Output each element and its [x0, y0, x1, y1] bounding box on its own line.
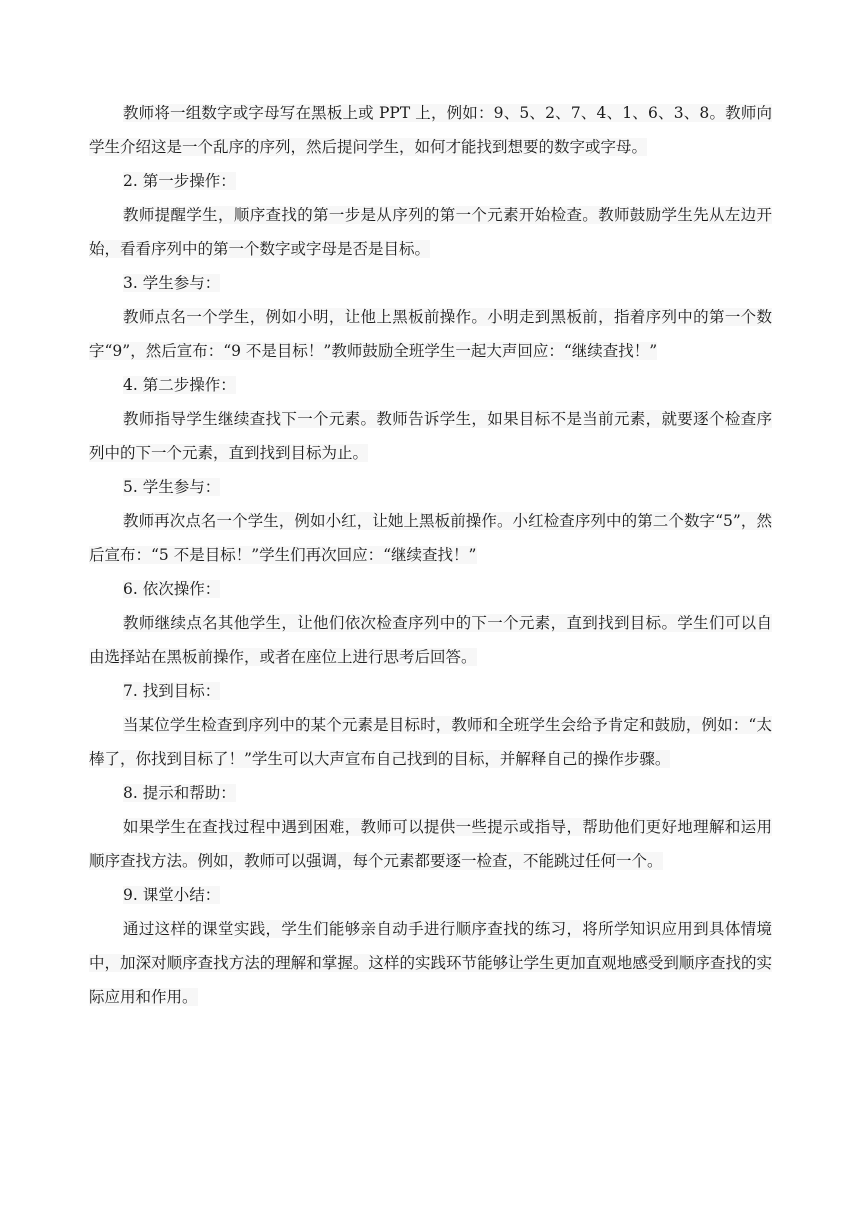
paragraph-text: 当某位学生检查到序列中的某个元素是目标时，教师和全班学生会给予肯定和鼓励，例如：“太棒了，你找到目标了！”学生可以大声宣布自己找到的目标，并解释自己的操作步骤。 [89, 716, 772, 768]
paragraph-step-2 [89, 198, 772, 266]
heading-text: 7. 找到目标： [123, 682, 221, 700]
paragraph-step-8 [89, 810, 772, 878]
heading-text: 9. 课堂小结： [123, 886, 221, 904]
heading-text: 2. 第一步操作： [123, 172, 236, 190]
heading-text: 5. 学生参与： [123, 478, 221, 496]
paragraph-text: 通过这样的课堂实践，学生们能够亲自动手进行顺序查找的练习，将所学知识应用到具体情境中，加深对顺序查找方法的理解和掌握。这样的实践环节能够让学生更加直观地感受到顺序查找的实际应用和作用。 [89, 920, 772, 1006]
paragraph-text: 如果学生在查找过程中遇到困难，教师可以提供一些提示或指导，帮助他们更好地理解和运用顺序查找方法。例如，教师可以强调，每个元素都要逐一检查，不能跳过任何一个。 [89, 818, 772, 870]
step-heading-8 [89, 776, 772, 810]
paragraph-step-7 [89, 708, 772, 776]
step-heading-4 [89, 368, 772, 402]
step-heading-9 [89, 878, 772, 912]
step-heading-7 [89, 674, 772, 708]
paragraph-step-6 [89, 606, 772, 674]
paragraph-step-3 [89, 300, 772, 368]
paragraph-text: 教师再次点名一个学生，例如小红，让她上黑板前操作。小红检查序列中的第二个数字“5”，然后宣布：“5 不是目标！”学生们再次回应：“继续查找！” [89, 512, 772, 564]
paragraph-text: 教师继续点名其他学生，让他们依次检查序列中的下一个元素，直到找到目标。学生们可以自由选择站在黑板前操作，或者在座位上进行思考后回答。 [89, 614, 772, 666]
step-heading-3 [89, 266, 772, 300]
paragraph-text: 教师点名一个学生，例如小明，让他上黑板前操作。小明走到黑板前，指着序列中的第一个数字“9”，然后宣布：“9 不是目标！”教师鼓励全班学生一起大声回应：“继续查找！” [89, 308, 772, 360]
paragraph-intro [89, 96, 772, 164]
paragraph-step-4 [89, 402, 772, 470]
paragraph-text: 教师将一组数字或字母写在黑板上或 PPT 上，例如：9、5、2、7、4、1、6、3、8。教师向学生介绍这是一个乱序的序列，然后提问学生，如何才能找到想要的数字或字母。 [89, 104, 772, 156]
paragraph-step-9 [89, 912, 772, 1014]
heading-text: 3. 学生参与： [123, 274, 221, 292]
paragraph-text: 教师指导学生继续查找下一个元素。教师告诉学生，如果目标不是当前元素，就要逐个检查序列中的下一个元素，直到找到目标为止。 [89, 410, 772, 462]
step-heading-5 [89, 470, 772, 504]
paragraph-text: 教师提醒学生，顺序查找的第一步是从序列的第一个元素开始检查。教师鼓励学生先从左边开始，看看序列中的第一个数字或字母是否是目标。 [89, 206, 772, 258]
heading-text: 6. 依次操作： [123, 580, 221, 598]
heading-text: 4. 第二步操作： [123, 376, 236, 394]
step-heading-6 [89, 572, 772, 606]
paragraph-step-5 [89, 504, 772, 572]
step-heading-2 [89, 164, 772, 198]
document-page [89, 96, 772, 1014]
heading-text: 8. 提示和帮助： [123, 784, 236, 802]
